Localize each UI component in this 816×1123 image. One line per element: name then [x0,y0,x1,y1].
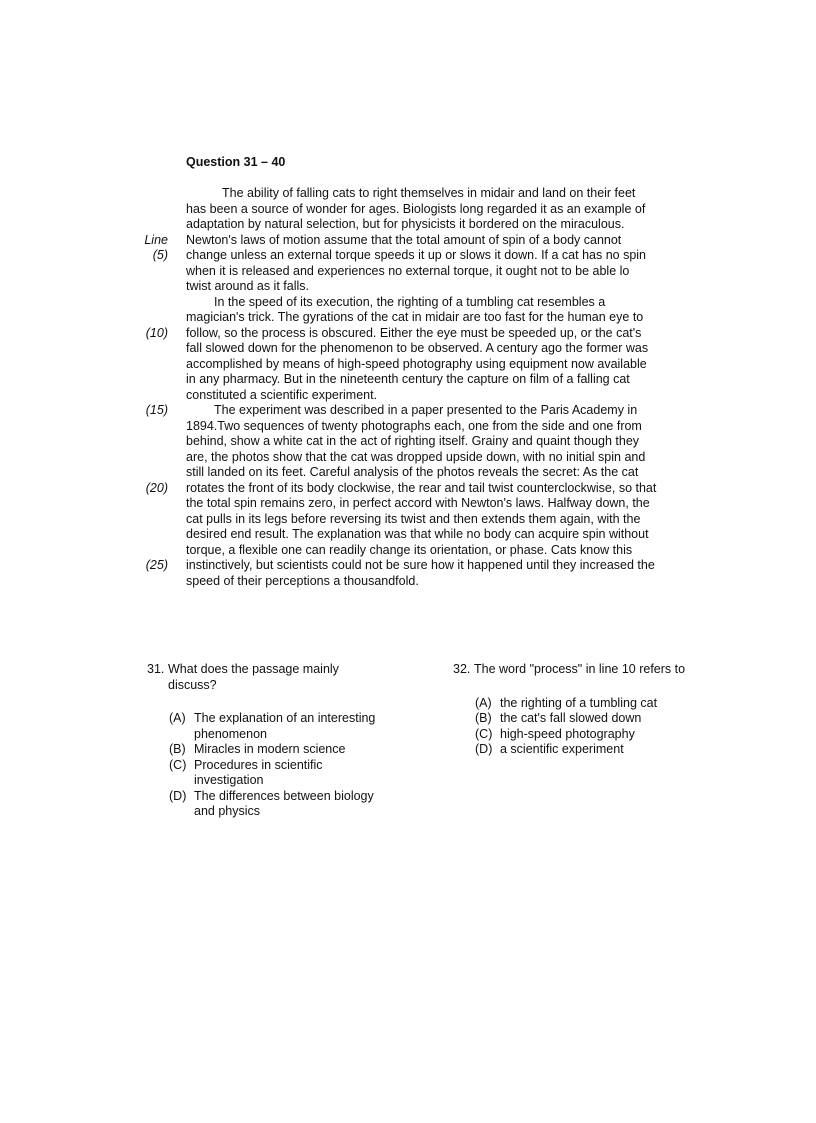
question-stem [147,662,383,693]
option-letter: (A) [169,711,186,725]
passage-line: when it is released and experiences no external torque, it ought not to be able lo [186,263,630,278]
passage-line: The experiment was described in a paper presented to the Paris Academy in [214,403,638,417]
line-number-20: (20) [145,480,168,495]
question-31 [147,662,447,820]
option-text: The explanation of an interesting phenomenon [194,711,376,741]
answer-option-a[interactable] [475,696,753,712]
passage-line: in any pharmacy. But in the nineteenth century the capture on film of a falling cat [186,372,630,386]
answer-option-a[interactable] [169,711,389,742]
passage-line: still landed on its feet. Careful analysis of the photos reveals the secret: As the cat [186,465,639,479]
passage-line: change unless an external torque speeds it up or slows it down. If a cat has no spin [186,248,646,262]
passage-line: behind, show a white cat in the act of righting itself. Grainy and quaint though they [186,434,640,448]
answer-option-c[interactable] [475,727,753,743]
option-text: The differences between biology and physics [194,788,374,818]
passage-line: torque, a flexible one can readily change its orientation, or phase. Cats know this [186,542,633,557]
answer-options [147,711,447,820]
option-text: the cat's fall slowed down [500,711,642,725]
line-number-10: (10) [145,325,168,340]
line-marker-label: Line [144,232,168,247]
passage-line: instinctively, but scientists could not be sure how it happened until they increased the [186,558,655,572]
option-text: high-speed photography [500,726,635,741]
passage-line: the total spin remains zero, in perfect accord with Newton's laws. Halfway down, the [186,496,650,510]
passage-line: speed of their perceptions a thousandfold. [186,573,419,588]
option-text: the righting of a tumbling cat [500,695,658,710]
line-number-15: (15) [145,403,168,417]
question-number: 31. [147,662,165,676]
question-stem [453,662,699,678]
passage-line: rotates the front of its body clockwise, the rear and tail twist counterclockwise, so that [186,480,657,495]
option-text: a scientific experiment [500,742,624,756]
line-number-5: (5) [152,248,168,262]
option-letter: (B) [475,711,492,725]
answer-option-b[interactable] [169,742,389,758]
line-number-25: (25) [145,558,168,572]
passage-line: magician's trick. The gyrations of the cat in midair are too fast for the human eye to [186,310,644,324]
option-text: Miracles in modern science [194,742,346,756]
passage-line: are, the photos show that the cat was dropped upside down, with no initial spin and [186,449,646,464]
question-text: What does the passage mainly discuss? [168,662,339,692]
option-text: Procedures in scientific investigation [194,757,323,787]
passage-line: adaptation by natural selection, but for physicists it bordered on the miraculous. [186,217,625,231]
option-letter: (C) [475,726,493,741]
answer-option-d[interactable] [169,789,389,820]
passage-line: The ability of falling cats to right themselves in midair and land on their feet [222,186,636,200]
option-letter: (C) [169,757,187,772]
passage-heading: Question 31 – 40 [186,155,286,169]
passage-line: accomplished by means of high-speed photography using equipment now available [186,356,647,371]
passage-line: cat pulls in its legs before reversing its twist and then extends them again, with the [186,511,641,526]
option-letter: (A) [475,695,492,710]
option-letter: (D) [475,742,493,756]
answer-option-d[interactable] [475,742,753,758]
passage-line: twist around as it falls. [186,279,309,293]
option-letter: (B) [169,742,186,756]
answer-option-c[interactable] [169,758,389,789]
passage-line: has been a source of wonder for ages. Biologists long regarded it as an example of [186,201,646,216]
passage-line: follow, so the process is obscured. Either the eye must be speeded up, or the cat's [186,325,642,340]
question-number: 32. [453,662,471,676]
passage-line: fall slowed down for the phenomenon to be observed. A century ago the former was [186,341,649,355]
question-text: The word "process" in line 10 refers to [474,662,686,676]
option-letter: (D) [169,788,187,803]
passage-line: In the speed of its execution, the righting of a tumbling cat resembles a [214,294,606,309]
passage-line: desired end result. The explanation was that while no body can acquire spin without [186,527,649,541]
passage-line: 1894.Two sequences of twenty photographs each, one from the side and one from [186,418,642,433]
question-32 [453,662,753,758]
passage-line: Newton's laws of motion assume that the total amount of spin of a body cannot [186,232,622,247]
passage-line: constituted a scientific experiment. [186,387,378,402]
answer-option-b[interactable] [475,711,753,727]
answer-options [453,696,753,758]
